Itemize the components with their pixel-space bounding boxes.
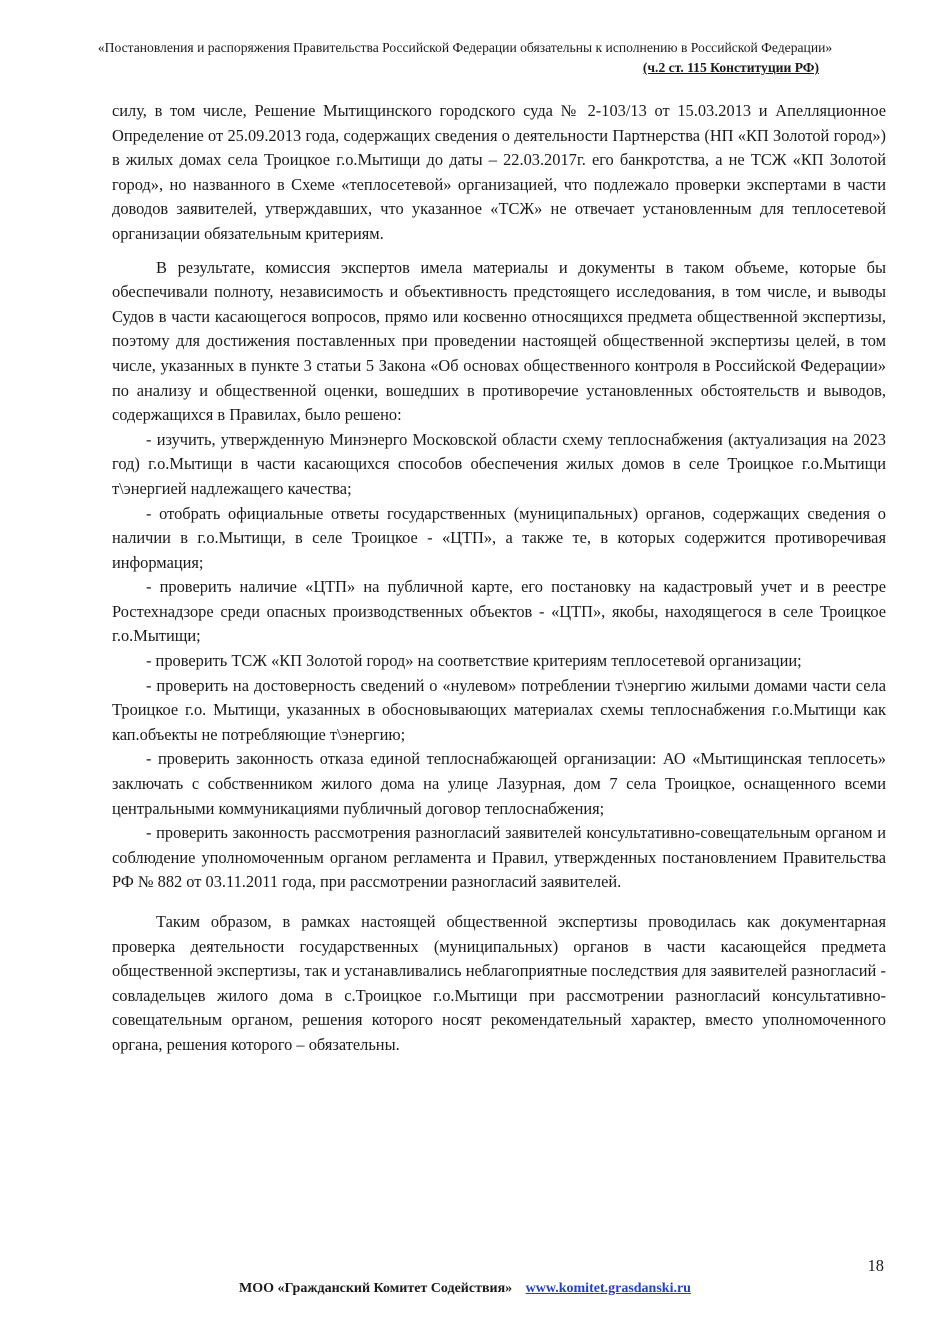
- bullet-item-3: - проверить наличие «ЦТП» на публичной карте, его постановку на кадастровый учет и в реестре Ростехнадзоре среди опасных производственных объектов - «ЦТП», якобы, находящегося в селе Троицкое г.о.Мытищи;: [112, 577, 886, 646]
- paragraph-3: Таким образом, в рамках настоящей общественной экспертизы проводилась как документарная проверка деятельности государственных (муниципальных) органов в части касающейся предмета общественной экспертизы, так и устанавливались неблагоприятные последствия для заявителей разногласий - совладельцев жилого дома в с.Троицкое г.о.Мытищи при рассмотрении разногласий консультативно-совещательным органом, решения которого носят рекомендательный характер, вместо уполномоченного органа, решения которого – обязательны.: [112, 912, 886, 1054]
- bullet-item-4: - проверить ТСЖ «КП Золотой город» на соответствие критериям теплосетевой организации;: [146, 651, 802, 671]
- document-body: [112, 99, 886, 1058]
- bullet-item-2: - отобрать официальные ответы государственных (муниципальных) органов, содержащих сведения о наличии в г.о.Мытищи, в селе Троицкое - «ЦТП», а также те, в которых содержится противоречивая информация;: [112, 503, 886, 572]
- footer-website-link[interactable]: www.komitet.grasdanski.ru: [525, 1281, 691, 1296]
- footer-organization: МОО «Гражданский Комитет Содействия»: [239, 1281, 513, 1296]
- bullet-item-6: - проверить законность отказа единой теплоснабжающей организации: АО «Мытищинская теплосеть» заключать с собственником жилого дома на улице Лазурная, дом 7 села Троицкое, оснащенного всеми центральными коммуникациями публичный договор теплоснабжения;: [112, 749, 886, 818]
- bullet-item-5: - проверить на достоверность сведений о «нулевом» потреблении т\энергию жилыми домами части села Троицкое г.о. Мытищи, указанных в обосновывающих материалах схемы теплоснабжения г.о.Мытищи как кап.объекты не потребляющие т\энергию;: [112, 675, 886, 744]
- constitution-reference: (ч.2 ст. 115 Конституции РФ): [642, 60, 819, 75]
- paragraph-2: В результате, комиссия экспертов имела материалы и документы в таком объеме, которые бы обеспечивали полноту, независимость и объективность предстоящего исследования, в том числе, и выводы Судов в части касающегося вопросов, прямо или косвенно относящихся предмета общественной экспертизы, поэтому для достижения поставленных при проведении настоящей общественной экспертизы целей, в том числе, указанных в пункте 3 статьи 5 Закона «Об основах общественного контроля в Российской Федерации» по анализу и общественной оценки, вошедших в противоречие установленных обстоятельств и выводов, содержащихся в Правилах, было решено:: [112, 257, 886, 425]
- page-number: 18: [867, 1256, 884, 1275]
- page-header-quote: «Постановления и распоряжения Правительства Российской Федерации обязательны к исполнению в Российской Федерации»: [97, 40, 833, 55]
- page-footer: [0, 1281, 930, 1297]
- paragraph-1: силу, в том числе, Решение Мытищинского городского суда № 2-103/13 от 15.03.2013 и Апелляционное Определение от 25.09.2013 года, содержащих сведения о деятельности Партнерства (НП «КП Золотой город») в жилых домах села Троицкое г.о.Мытищи до даты – 22.03.2017г. его банкротства, а не ТСЖ «КП Золотой город», но названного в Схеме «теплосетевой» организацией, что подлежало проверки экспертами в части доводов заявителей, утверждавших, что указанное «ТСЖ» не отвечает установленным для теплосетевой организации обязательным критериям.: [112, 101, 886, 243]
- bullet-item-7: - проверить законность рассмотрения разногласий заявителей консультативно-совещательным органом и соблюдение уполномоченным органом регламента и Правил, утвержденных постановлением Правительства РФ № 882 от 03.11.2011 года, при рассмотрении разногласий заявителей.: [112, 823, 886, 892]
- bullet-item-1: - изучить, утвержденную Минэнерго Московской области схему теплоснабжения (актуализация на 2023 год) г.о.Мытищи в части касающихся способов обеспечения жилых домов в селе Троицкое г.о.Мытищи т\энергией надлежащего качества;: [112, 429, 886, 498]
